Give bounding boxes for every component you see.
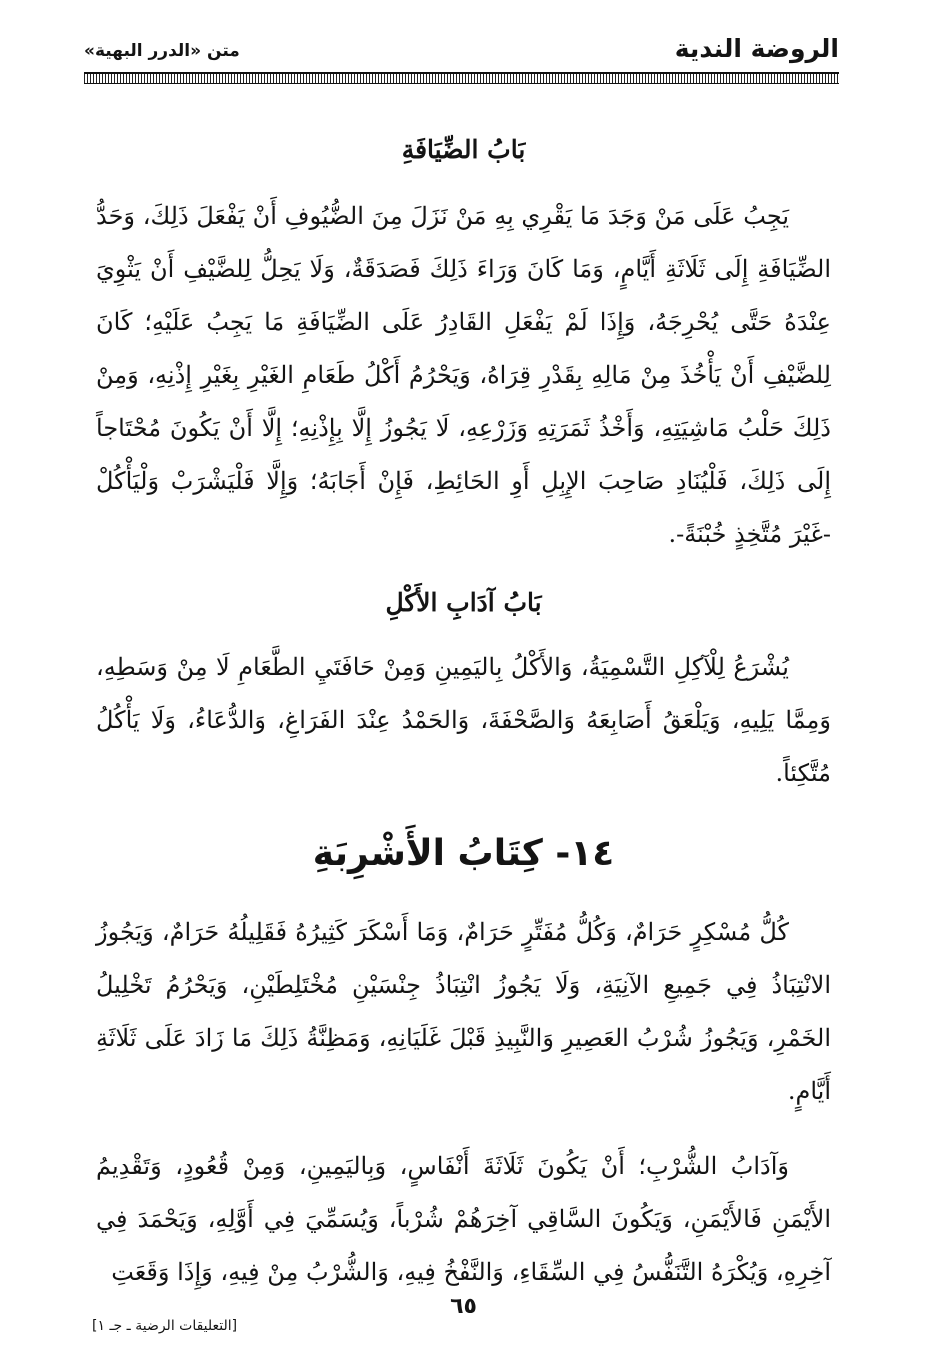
running-header-book-title: الروضة الندية: [674, 34, 839, 63]
header-rule: [84, 72, 839, 84]
paragraph-akl: يُشْرَعُ لِلْآكِلِ التَّسْمِيَةُ، وَالأَكْلُ بِاليَمِينِ وَمِنْ حَافَتَيِ الطَّعَامِ لَا مِنْ وَسَطِهِ، وَمِمَّا يَلِيهِ، وَيَلْعَقُ أَصَابِعَهُ وَالصَّحْفَةَ، وَالحَمْدُ عِنْدَ الفَرَاغِ، وَالدُّعَاءُ، وَلَا يَأْكُلُ مُتَّكِئاً.: [96, 653, 831, 787]
page-number: ٦٥: [450, 1294, 477, 1319]
running-header: [84, 34, 839, 70]
paragraph-ashriba-2: وَآدَابُ الشُّرْبِ؛ أَنْ يَكُونَ ثَلَاثَةَ أَنْفَاسٍ، وَبِاليَمِينِ، وَمِنْ قُعُودٍ، وَتَقْدِيمُ الأَيْمَنِ فَالأَيْمَنِ، وَيَكُونَ السَّاقِي آخِرَهُمْ شُرْباً، وَيُسَمِّيَ فِي أَوَّلِهِ، وَيَحْمَدَ فِي آخِرِهِ، وَيُكْرَهُ التَّنَفُّسُ فِي السِّقَاءِ، وَالنَّفْخُ فِيهِ، وَالشُّرْبُ مِنْ فِيهِ، وَإِذَا وَقَعَتِ: [96, 1152, 831, 1286]
book-title-ashriba: ١٤- كِتَابُ الأَشْرِبَةِ: [312, 833, 615, 874]
section-heading-dhiyafa: بَابُ الضِّيَافَةِ: [401, 135, 526, 164]
main-text: [96, 118, 831, 1299]
footer-reference: [التعليقات الرضية ـ جـ ١]: [92, 1318, 238, 1334]
paragraph-dhiyafa: يَجِبُ عَلَى مَنْ وَجَدَ مَا يَقْرِي بِهِ مَنْ نَزَلَ مِنَ الضُّيُوفِ أَنْ يَفْعَلَ ذَلِكَ، وَحَدُّ الضِّيَافَةِ إِلَى ثَلَاثَةِ أَيَّامٍ، وَمَا كَانَ وَرَاءَ ذَلِكَ فَصَدَقَةٌ، وَلَا يَحِلُّ لِلضَّيْفِ أَنْ يَثْوِيَ عِنْدَهُ حَتَّى يُحْرِجَهُ، وَإِذَا لَمْ يَفْعَلِ القَادِرُ عَلَى الضِّيَافَةِ مَا يَجِبُ عَلَيْهِ؛ كَانَ لِلضَّيْفِ أَنْ يَأْخُذَ مِنْ مَالِهِ بِقَدْرِ قِرَاهُ، وَيَحْرُمُ أَكْلُ طَعَامِ الغَيْرِ بِغَيْرِ إِذْنِهِ، وَمِنْ ذَلِكَ حَلْبُ مَاشِيَتِهِ، وَأَخْذُ ثَمَرَتِهِ وَزَرْعِهِ، لَا يَجُوزُ إِلَّا بِإِذْنِهِ؛ إِلَّا أَنْ يَكُونَ مُحْتَاجاً إِلَى ذَلِكَ، فَلْيُنَادِ صَاحِبَ الإِبِلِ أَوِ الحَائِطِ، فَإِنْ أَجَابَهُ؛ وَإِلَّا فَلْيَشْرَبْ وَلْيَأْكُلْ -غَيْرَ مُتَّخِذٍ خُبْنَةً-.: [96, 202, 831, 548]
section-heading-akl: بَابُ آدَابِ الأَكْلِ: [385, 588, 542, 617]
paragraph-ashriba-1: كُلُّ مُسْكِرٍ حَرَامٌ، وَكُلُّ مُفَتِّرٍ حَرَامٌ، وَمَا أَسْكَرَ كَثِيرُهُ فَقَلِيلُهُ حَرَامٌ، وَيَجُوزُ الانْتِبَاذُ فِي جَمِيعِ الآنِيَةِ، وَلَا يَجُوزُ انْتِبَاذُ جِنْسَيْنِ مُخْتَلِطَيْنِ، وَيَحْرُمُ تَخْلِيلُ الخَمْرِ، وَيَجُوزُ شُرْبُ العَصِيرِ وَالنَّبِيذِ قَبْلَ غَلَيَانِهِ، وَمَظِنَّةُ ذَلِكَ مَا زَادَ عَلَى ثَلَاثَةِ أَيَّامٍ.: [96, 918, 831, 1105]
running-header-subtitle: متن «الدرر البهية»: [84, 41, 240, 61]
